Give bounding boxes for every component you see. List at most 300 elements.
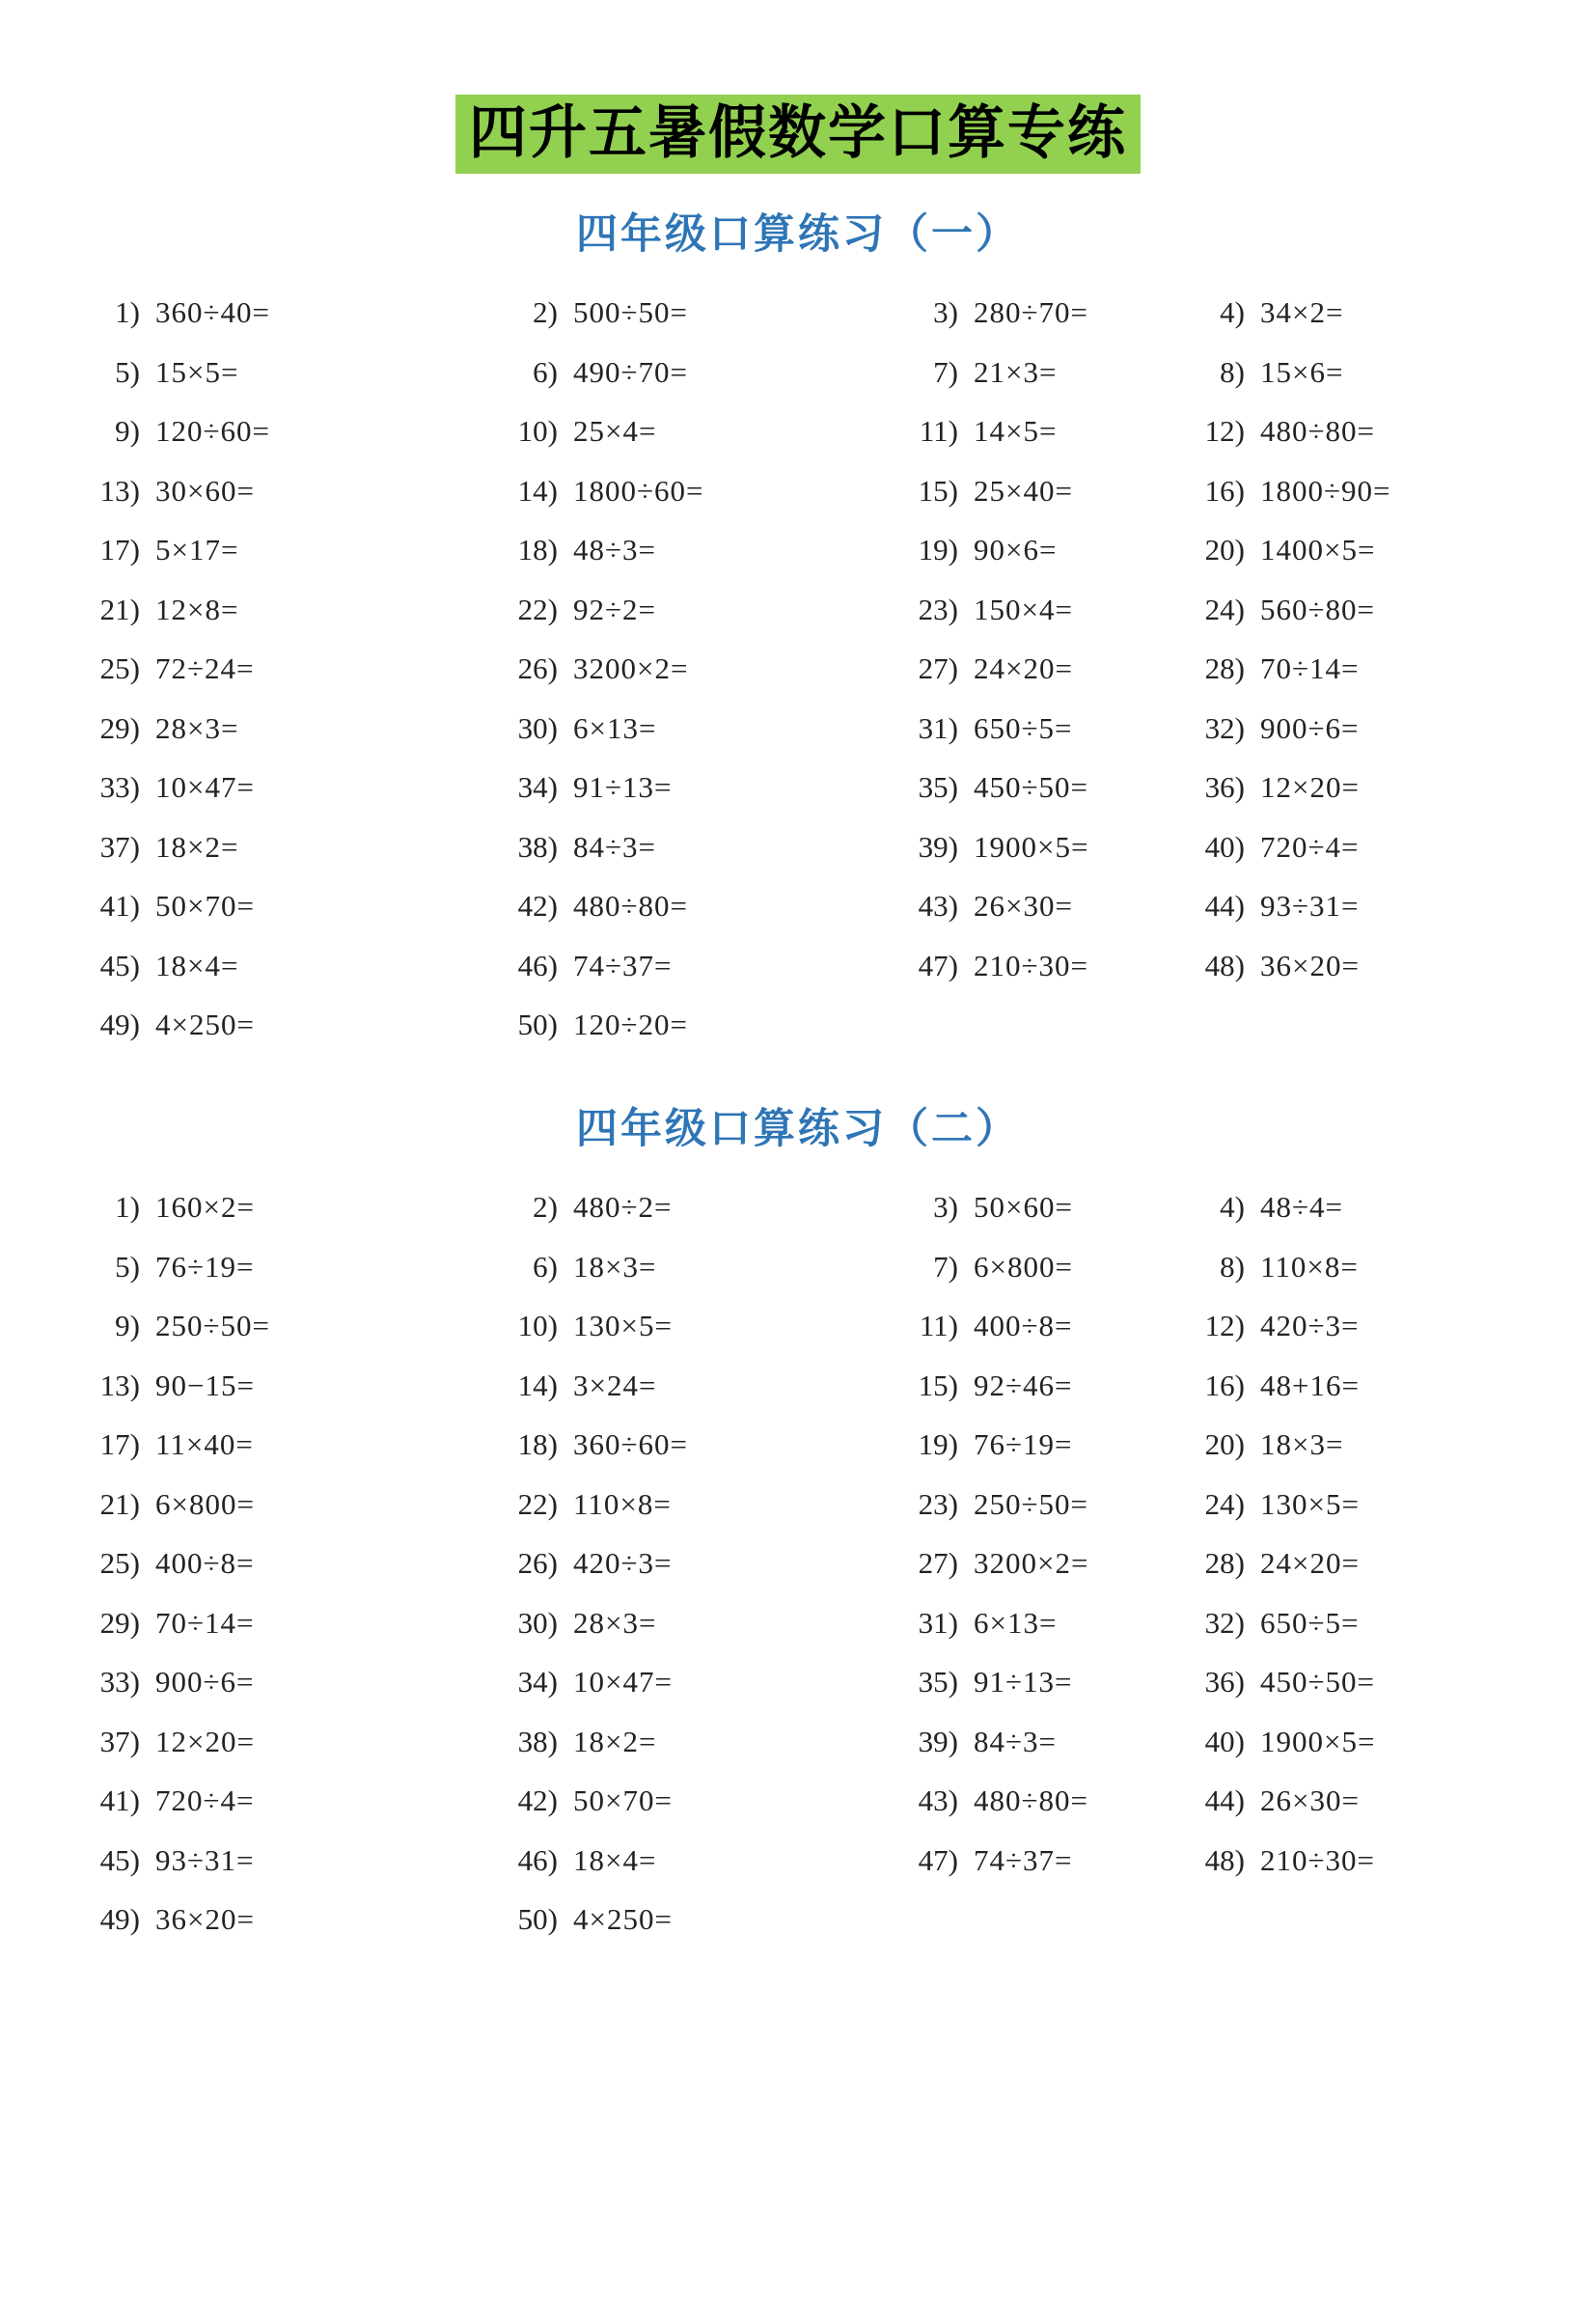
problem-number: 7) — [933, 354, 958, 389]
problem-item — [82, 1653, 500, 1713]
problem-item — [500, 284, 900, 344]
problem-item — [82, 759, 500, 818]
problem-expression: 1800÷60= — [573, 473, 704, 508]
problem-number: 17) — [99, 1427, 140, 1462]
problem-item — [900, 1475, 1187, 1534]
problem-item — [900, 1356, 1187, 1416]
problem-number: 35) — [918, 770, 958, 805]
problem-number: 5) — [115, 1249, 140, 1284]
problem-item — [82, 1772, 500, 1832]
problem-item — [500, 640, 900, 700]
problem-number: 1) — [115, 295, 140, 330]
problem-item — [82, 284, 500, 344]
problem-expression: 480÷80= — [1260, 414, 1375, 449]
problem-expression: 120÷60= — [155, 414, 270, 449]
problem-number: 4) — [1220, 1190, 1245, 1225]
problem-number: 9) — [115, 1309, 140, 1343]
problem-item — [1187, 402, 1557, 462]
problem-expression: 210÷30= — [1260, 1842, 1375, 1877]
problem-expression: 1900×5= — [1260, 1724, 1376, 1758]
problem-item — [500, 1356, 900, 1416]
problem-expression: 720÷4= — [1260, 829, 1360, 864]
problem-item — [900, 1534, 1187, 1594]
problem-expression: 480÷80= — [573, 889, 688, 924]
problem-number: 6) — [533, 1249, 558, 1284]
problem-number: 3) — [933, 1190, 958, 1225]
problem-expression: 5×17= — [155, 533, 239, 567]
problem-number: 8) — [1220, 1249, 1245, 1284]
problem-expression: 84÷3= — [974, 1724, 1057, 1758]
problem-number: 40) — [1204, 1724, 1245, 1758]
problem-expression: 50×60= — [974, 1190, 1073, 1225]
problem-item — [1187, 640, 1557, 700]
problem-item — [1187, 343, 1557, 402]
problem-item — [82, 996, 500, 1056]
problem-expression: 490÷70= — [573, 354, 688, 389]
problem-item — [900, 1237, 1187, 1297]
problem-expression: 26×30= — [1260, 1783, 1360, 1818]
problem-grid — [0, 284, 1596, 1056]
problem-item — [1187, 1831, 1557, 1891]
problem-expression: 48÷3= — [573, 533, 656, 567]
problem-number: 7) — [933, 1249, 958, 1284]
problem-number: 23) — [918, 592, 958, 626]
problem-grid — [0, 1178, 1596, 1950]
problem-item — [1187, 580, 1557, 640]
problem-expression: 91÷13= — [974, 1665, 1073, 1699]
problem-expression: 4×250= — [155, 1008, 255, 1042]
problem-item — [900, 1297, 1187, 1357]
problem-number: 9) — [115, 414, 140, 449]
problem-item — [82, 402, 500, 462]
problem-expression: 93÷31= — [155, 1842, 255, 1877]
problem-expression: 4×250= — [573, 1902, 673, 1937]
problem-item — [500, 402, 900, 462]
problem-expression: 130×5= — [1260, 1486, 1360, 1521]
problem-item — [500, 1416, 900, 1476]
problem-number: 15) — [918, 473, 958, 508]
problem-item — [82, 1712, 500, 1772]
problem-expression: 15×5= — [155, 354, 239, 389]
problem-item — [82, 1534, 500, 1594]
problem-number: 46) — [517, 1842, 558, 1877]
problem-expression: 24×20= — [974, 651, 1073, 686]
problem-number: 27) — [918, 1546, 958, 1581]
problem-item — [900, 1416, 1187, 1476]
problem-item — [82, 1356, 500, 1416]
problem-number: 2) — [533, 295, 558, 330]
problem-expression: 480÷2= — [573, 1190, 673, 1225]
problem-item — [900, 1772, 1187, 1832]
problem-number: 42) — [517, 889, 558, 924]
problem-item — [500, 1534, 900, 1594]
problem-number: 13) — [99, 473, 140, 508]
problem-item — [900, 284, 1187, 344]
problem-number: 48) — [1204, 948, 1245, 982]
problem-item — [900, 1593, 1187, 1653]
problem-expression: 18×4= — [155, 948, 239, 982]
problem-number: 17) — [99, 533, 140, 567]
problem-expression: 48+16= — [1260, 1368, 1360, 1402]
problem-expression: 6×800= — [974, 1249, 1073, 1284]
problem-expression: 500÷50= — [573, 295, 688, 330]
problem-item — [1187, 759, 1557, 818]
problem-item — [900, 343, 1187, 402]
problem-expression: 25×4= — [573, 414, 657, 449]
problem-expression: 130×5= — [573, 1309, 673, 1343]
problem-item — [900, 640, 1187, 700]
problem-expression: 280÷70= — [974, 295, 1088, 330]
problem-number: 36) — [1204, 770, 1245, 805]
problem-number: 6) — [533, 354, 558, 389]
problem-number: 30) — [517, 710, 558, 745]
problem-number: 49) — [99, 1008, 140, 1042]
problem-expression: 21×3= — [974, 354, 1058, 389]
problem-number: 29) — [99, 710, 140, 745]
problem-item — [500, 1297, 900, 1357]
problem-number: 30) — [517, 1605, 558, 1640]
problem-number: 24) — [1204, 1486, 1245, 1521]
problem-item — [900, 1653, 1187, 1713]
problem-expression: 3200×2= — [573, 651, 689, 686]
problem-item — [900, 521, 1187, 581]
problem-number: 25) — [99, 651, 140, 686]
problem-number: 42) — [517, 1783, 558, 1818]
problem-number: 40) — [1204, 829, 1245, 864]
problem-number: 15) — [918, 1368, 958, 1402]
problem-item — [900, 699, 1187, 759]
problem-number: 37) — [99, 1724, 140, 1758]
problem-item — [82, 461, 500, 521]
problem-expression: 150×4= — [974, 592, 1073, 626]
problem-expression: 480÷80= — [974, 1783, 1088, 1818]
problem-expression: 48÷4= — [1260, 1190, 1343, 1225]
problem-number: 22) — [517, 1486, 558, 1521]
problem-expression: 25×40= — [974, 473, 1073, 508]
problem-number: 41) — [99, 1783, 140, 1818]
problem-item — [1187, 1653, 1557, 1713]
problem-number: 1) — [115, 1190, 140, 1225]
problem-item — [900, 936, 1187, 996]
problem-expression: 50×70= — [155, 889, 255, 924]
problem-item — [1187, 1534, 1557, 1594]
problem-item — [1187, 877, 1557, 937]
problem-item — [1187, 1416, 1557, 1476]
problem-number: 22) — [517, 592, 558, 626]
problem-expression: 10×47= — [573, 1665, 673, 1699]
problem-number: 44) — [1204, 889, 1245, 924]
problem-expression: 420÷3= — [573, 1546, 673, 1581]
problem-number: 18) — [517, 1427, 558, 1462]
problem-expression: 420÷3= — [1260, 1309, 1360, 1343]
problem-expression: 90×6= — [974, 533, 1058, 567]
problem-expression: 3×24= — [573, 1368, 657, 1402]
problem-expression: 28×3= — [573, 1605, 657, 1640]
problem-number: 50) — [517, 1902, 558, 1937]
problem-expression: 12×20= — [155, 1724, 255, 1758]
problem-number: 39) — [918, 829, 958, 864]
problem-number: 10) — [517, 414, 558, 449]
problem-number: 33) — [99, 770, 140, 805]
problem-expression: 15×6= — [1260, 354, 1344, 389]
problem-expression: 900÷6= — [1260, 710, 1360, 745]
problem-number: 8) — [1220, 354, 1245, 389]
problem-expression: 6×13= — [573, 710, 657, 745]
problem-item — [500, 936, 900, 996]
page-title: 四升五暑假数学口算专练 — [455, 95, 1141, 174]
problem-item — [82, 1297, 500, 1357]
problem-expression: 560÷80= — [1260, 592, 1375, 626]
problem-expression: 28×3= — [155, 710, 239, 745]
problem-expression: 93÷31= — [1260, 889, 1360, 924]
problem-expression: 70÷14= — [1260, 651, 1360, 686]
problem-number: 32) — [1204, 710, 1245, 745]
problem-item — [1187, 461, 1557, 521]
problem-expression: 650÷5= — [1260, 1605, 1360, 1640]
problem-item — [900, 1178, 1187, 1238]
problem-expression: 26×30= — [974, 889, 1073, 924]
problem-number: 11) — [919, 414, 958, 449]
problem-expression: 70÷14= — [155, 1605, 255, 1640]
problem-expression: 11×40= — [155, 1427, 254, 1462]
problem-item — [1187, 936, 1557, 996]
problem-item — [1187, 1593, 1557, 1653]
problem-expression: 18×3= — [573, 1249, 657, 1284]
problem-item — [82, 817, 500, 877]
problem-number: 26) — [517, 1546, 558, 1581]
problem-item — [500, 1712, 900, 1772]
problem-expression: 12×8= — [155, 592, 239, 626]
problem-item — [82, 343, 500, 402]
section-one — [0, 210, 1596, 1055]
problem-expression: 1900×5= — [974, 829, 1089, 864]
problem-item — [500, 1831, 900, 1891]
problem-expression: 74÷37= — [573, 948, 673, 982]
problem-item — [1187, 1772, 1557, 1832]
problem-item — [1187, 699, 1557, 759]
problem-expression: 90−15= — [155, 1368, 255, 1402]
problem-number: 38) — [517, 829, 558, 864]
problem-number: 23) — [918, 1486, 958, 1521]
problem-expression: 450÷50= — [974, 770, 1088, 805]
problem-number: 41) — [99, 889, 140, 924]
problem-item — [500, 817, 900, 877]
problem-item — [900, 580, 1187, 640]
problem-expression: 92÷46= — [974, 1368, 1073, 1402]
problem-expression: 74÷37= — [974, 1842, 1073, 1877]
problem-number: 32) — [1204, 1605, 1245, 1640]
problem-item — [82, 1416, 500, 1476]
problem-item — [500, 1178, 900, 1238]
problem-number: 48) — [1204, 1842, 1245, 1877]
problem-expression: 900÷6= — [155, 1665, 255, 1699]
problem-item — [900, 1712, 1187, 1772]
problem-item — [900, 817, 1187, 877]
problem-expression: 36×20= — [155, 1902, 255, 1937]
problem-expression: 450÷50= — [1260, 1665, 1375, 1699]
problem-item — [500, 1475, 900, 1534]
problem-item — [500, 996, 900, 1056]
problem-number: 12) — [1204, 1309, 1245, 1343]
problem-number: 21) — [99, 592, 140, 626]
problem-expression: 76÷19= — [974, 1427, 1073, 1462]
problem-item — [900, 402, 1187, 462]
problem-item — [82, 936, 500, 996]
problem-number: 29) — [99, 1605, 140, 1640]
problem-expression: 18×3= — [1260, 1427, 1344, 1462]
problem-item — [1187, 521, 1557, 581]
problem-expression: 24×20= — [1260, 1546, 1360, 1581]
problem-expression: 92÷2= — [573, 592, 656, 626]
problem-number: 20) — [1204, 533, 1245, 567]
problem-item — [1187, 1356, 1557, 1416]
problem-item — [82, 640, 500, 700]
problem-number: 31) — [918, 1605, 958, 1640]
problem-expression: 120÷20= — [573, 1008, 688, 1042]
problem-number: 37) — [99, 829, 140, 864]
problem-item — [500, 877, 900, 937]
problem-number: 49) — [99, 1902, 140, 1937]
problem-number: 44) — [1204, 1783, 1245, 1818]
problem-expression: 18×4= — [573, 1842, 657, 1877]
problem-expression: 18×2= — [573, 1724, 657, 1758]
problem-expression: 110×8= — [573, 1486, 672, 1521]
problem-number: 47) — [918, 1842, 958, 1877]
problem-expression: 1800÷90= — [1260, 473, 1391, 508]
problem-item — [82, 1178, 500, 1238]
problem-expression: 84÷3= — [573, 829, 656, 864]
problem-expression: 6×13= — [974, 1605, 1058, 1640]
title-bar — [0, 0, 1596, 174]
problem-expression: 360÷60= — [573, 1427, 688, 1462]
problem-number: 16) — [1204, 1368, 1245, 1402]
problem-number: 14) — [517, 1368, 558, 1402]
problem-number: 39) — [918, 1724, 958, 1758]
problem-item — [500, 343, 900, 402]
problem-number: 19) — [918, 533, 958, 567]
problem-expression: 14×5= — [974, 414, 1058, 449]
problem-item — [900, 877, 1187, 937]
problem-number: 4) — [1220, 295, 1245, 330]
problem-item — [500, 580, 900, 640]
problem-number: 10) — [517, 1309, 558, 1343]
problem-item — [1187, 817, 1557, 877]
section-two — [0, 1105, 1596, 1949]
problem-item — [82, 1891, 500, 1950]
problem-item — [500, 1653, 900, 1713]
problem-item — [1187, 1712, 1557, 1772]
problem-item — [82, 521, 500, 581]
problem-item — [900, 759, 1187, 818]
problem-item — [82, 1593, 500, 1653]
section-heading: 四年级口算练习（一） — [576, 211, 1020, 258]
problem-item — [1187, 1475, 1557, 1534]
problem-number: 36) — [1204, 1665, 1245, 1699]
problem-expression: 76÷19= — [155, 1249, 255, 1284]
problem-expression: 250÷50= — [155, 1309, 270, 1343]
problem-expression: 250÷50= — [974, 1486, 1088, 1521]
problem-expression: 34×2= — [1260, 295, 1344, 330]
problem-number: 45) — [99, 1842, 140, 1877]
problem-item — [82, 1831, 500, 1891]
problem-expression: 30×60= — [155, 473, 255, 508]
problem-number: 38) — [517, 1724, 558, 1758]
problem-number: 12) — [1204, 414, 1245, 449]
problem-number: 13) — [99, 1368, 140, 1402]
problem-item — [82, 699, 500, 759]
problem-item — [1187, 1237, 1557, 1297]
problem-item — [500, 1891, 900, 1950]
problem-number: 11) — [919, 1309, 958, 1343]
problem-number: 33) — [99, 1665, 140, 1699]
problem-number: 43) — [918, 889, 958, 924]
problem-number: 34) — [517, 770, 558, 805]
section-heading: 四年级口算练习（二） — [576, 1106, 1020, 1153]
problem-item — [900, 1831, 1187, 1891]
problem-item — [82, 580, 500, 640]
problem-number: 31) — [918, 710, 958, 745]
problem-expression: 400÷8= — [974, 1309, 1073, 1343]
problem-number: 2) — [533, 1190, 558, 1225]
problem-number: 16) — [1204, 473, 1245, 508]
problem-expression: 210÷30= — [974, 948, 1088, 982]
problem-number: 21) — [99, 1486, 140, 1521]
problem-expression: 10×47= — [155, 770, 255, 805]
problem-expression: 650÷5= — [974, 710, 1073, 745]
problem-expression: 12×20= — [1260, 770, 1360, 805]
problem-item — [1187, 1297, 1557, 1357]
problem-expression: 360÷40= — [155, 295, 270, 330]
problem-item — [500, 759, 900, 818]
problem-number: 46) — [517, 948, 558, 982]
problem-expression: 18×2= — [155, 829, 239, 864]
problem-item — [500, 521, 900, 581]
problem-item — [500, 1772, 900, 1832]
problem-number: 45) — [99, 948, 140, 982]
problem-item — [82, 1237, 500, 1297]
problem-expression: 400÷8= — [155, 1546, 255, 1581]
problem-number: 19) — [918, 1427, 958, 1462]
problem-item — [82, 877, 500, 937]
problem-item — [1187, 1178, 1557, 1238]
problem-number: 24) — [1204, 592, 1245, 626]
problem-expression: 3200×2= — [974, 1546, 1089, 1581]
problem-number: 20) — [1204, 1427, 1245, 1462]
problem-number: 43) — [918, 1783, 958, 1818]
problem-number: 3) — [933, 295, 958, 330]
problem-item — [500, 1237, 900, 1297]
problem-item — [900, 461, 1187, 521]
problem-item — [1187, 284, 1557, 344]
problem-expression: 50×70= — [573, 1783, 673, 1818]
problem-number: 5) — [115, 354, 140, 389]
problem-number: 50) — [517, 1008, 558, 1042]
problem-number: 35) — [918, 1665, 958, 1699]
problem-number: 25) — [99, 1546, 140, 1581]
problem-item — [82, 1475, 500, 1534]
problem-expression: 160×2= — [155, 1190, 255, 1225]
problem-expression: 720÷4= — [155, 1783, 255, 1818]
problem-number: 28) — [1204, 1546, 1245, 1581]
problem-number: 18) — [517, 533, 558, 567]
problem-item — [500, 1593, 900, 1653]
problem-expression: 91÷13= — [573, 770, 673, 805]
problem-item — [500, 461, 900, 521]
problem-expression: 1400×5= — [1260, 533, 1376, 567]
problem-expression: 72÷24= — [155, 651, 255, 686]
problem-number: 34) — [517, 1665, 558, 1699]
problem-expression: 36×20= — [1260, 948, 1360, 982]
